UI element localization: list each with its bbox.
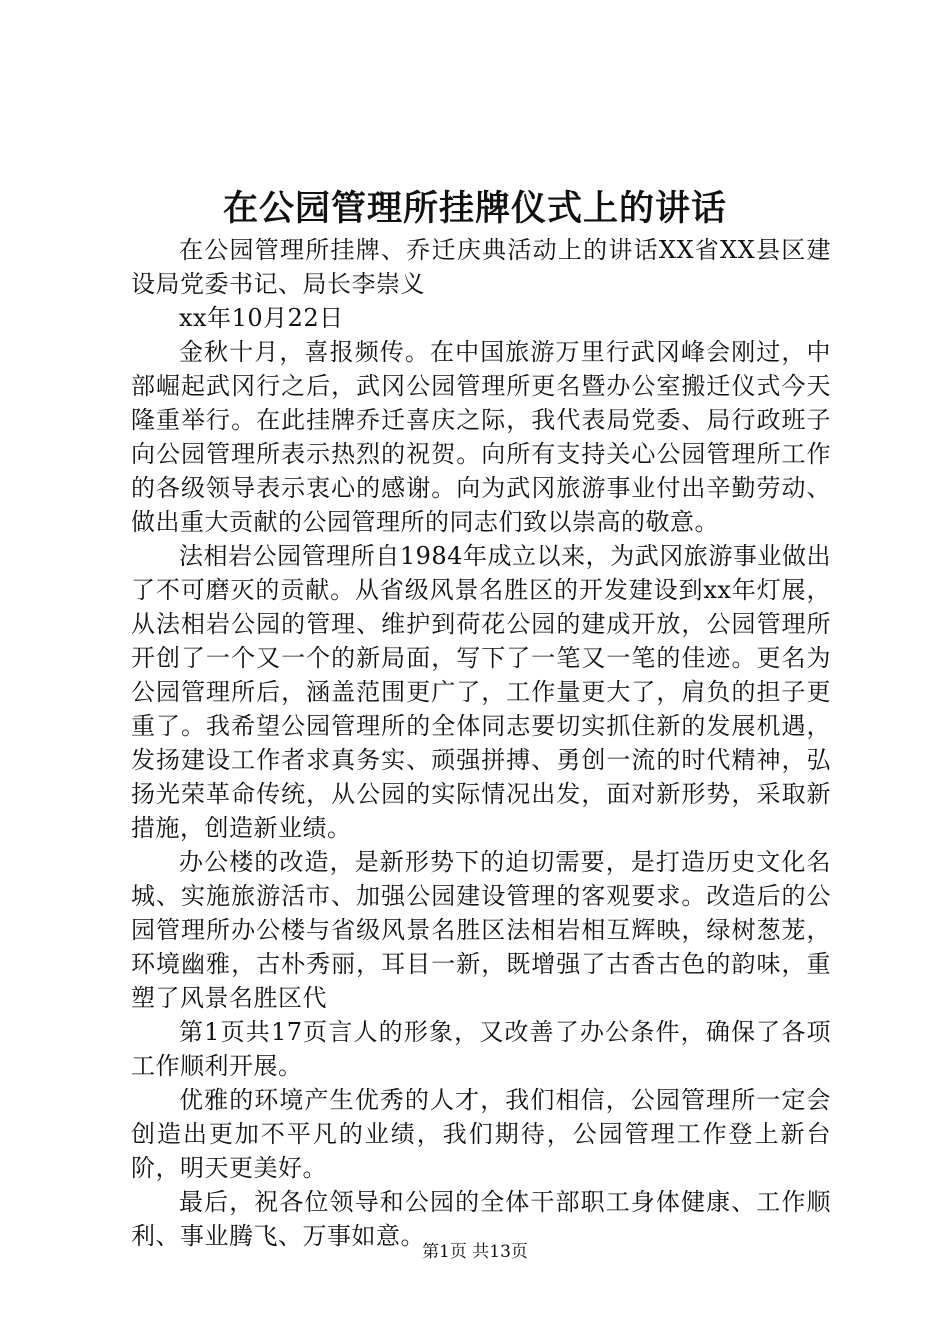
page-footer: 第1页 共13页 <box>422 1242 528 1262</box>
paragraph-opening: 金秋十月，喜报频传。在中国旅游万里行武冈峰会刚过，中部崛起武冈行之后，武冈公园管理所更名暨办公室搬迁仪式今天隆重举行。在此挂牌乔迁喜庆之际，我代表局党委、局行政班子向公园管理所表示热烈的祝贺。向所有支持关心公园管理所工作的各级领导表示衷心的感谢。向为武冈旅游事业付出辛勤劳动、做出重大贡献的公园管理所的同志们致以崇高的敬意。 <box>131 338 831 536</box>
paragraph-date: xx年10月22日 <box>179 304 344 332</box>
paragraph-closing: 最后，祝各位领导和公园的全体干部职工身体健康、工作顺利、事业腾飞、万事如意。 <box>131 1188 831 1250</box>
paragraph-heading-line: 在公园管理所挂牌、乔迁庆典活动上的讲话XX省XX县区建设局党委书记、局长李崇义 <box>131 236 831 298</box>
paragraph-office-renovation: 办公楼的改造，是新形势下的迫切需要，是打造历史文化名城、实施旅游活市、加强公园建设管理的客观要求。改造后的公园管理所办公楼与省级风景名胜区法相岩相互辉映，绿树葱茏，环境幽雅，古朴秀丽，耳目一新，既增强了古香古色的韵味，重塑了风景名胜区代 <box>131 848 831 1012</box>
document-body <box>131 233 831 1253</box>
document-title: 在公园管理所挂牌仪式上的讲话 <box>222 188 727 229</box>
paragraph-history: 法相岩公园管理所自1984年成立以来，为武冈旅游事业做出了不可磨灭的贡献。从省级风景名胜区的开发建设到xx年灯展，从法相岩公园的管理、维护到荷花公园的建成开放，公园管理所开创了一个又一个的新局面，写下了一笔又一笔的佳迹。更名为公园管理所后，涵盖范围更广了，工作量更大了，肩负的担子更重了。我希望公园管理所的全体同志要切实抓住新的发展机遇，发扬建设工作者求真务实、顽强拼搏、勇创一流的时代精神，弘扬光荣革命传统，从公园的实际情况出发，面对新形势，采取新措施，创造新业绩。 <box>131 542 831 842</box>
paragraph-continuation: 第1页共17页言人的形象，又改善了办公条件，确保了各项工作顺利开展。 <box>131 1018 831 1080</box>
paragraph-expectation: 优雅的环境产生优秀的人才，我们相信，公园管理所一定会创造出更加不平凡的业绩，我们期待，公园管理工作登上新台阶，明天更美好。 <box>131 1086 831 1182</box>
